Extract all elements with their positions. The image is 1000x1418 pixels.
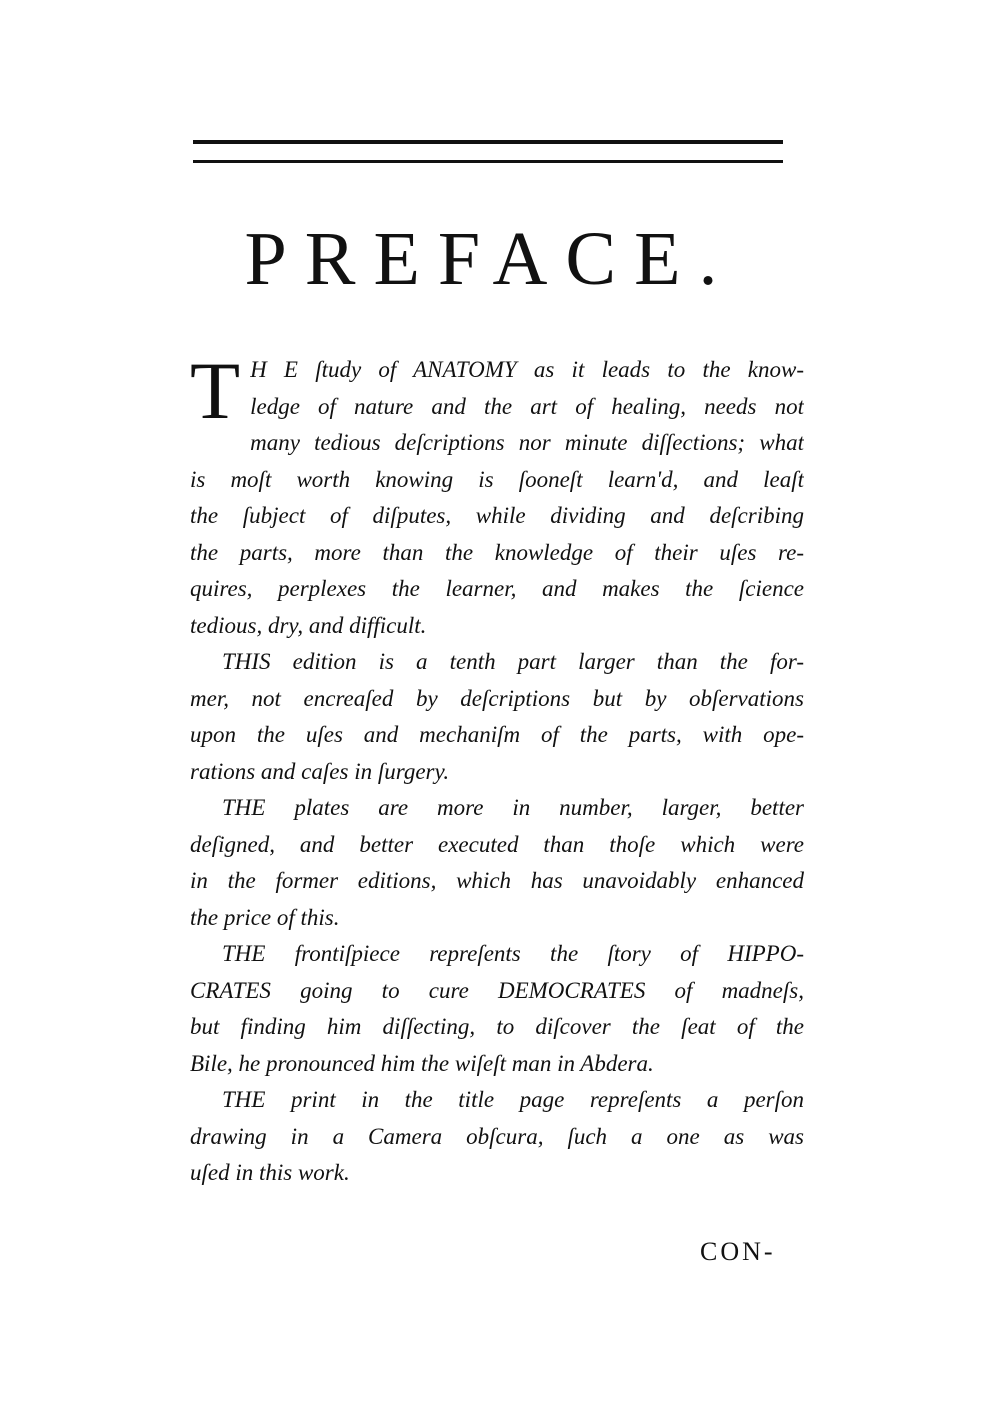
text-line: H E ſtudy of ANATOMY as it leads to the know-	[250, 357, 804, 382]
text-line: THE print in the title page repreſents a perſon	[222, 1087, 804, 1112]
text-line: ledge of nature and the art of healing, needs not	[250, 393, 804, 419]
paragraph-5	[190, 1082, 804, 1192]
text-line: THE frontiſpiece repreſents the ſtory of HIPPO-	[222, 941, 804, 966]
text-line: mer, not encreaſed by deſcriptions but by obſervations	[190, 685, 804, 711]
paragraph-3	[190, 790, 804, 936]
text-line: but finding him diſſecting, to diſcover the ſeat of the	[190, 1014, 804, 1039]
top-rule-thin	[193, 160, 783, 163]
text-line: upon the uſes and mechaniſm of the parts, with ope-	[190, 722, 804, 747]
text-line: deſigned, and better executed than thoſe which were	[190, 831, 804, 857]
drop-cap: T	[190, 345, 241, 436]
text-line: drawing in a Camera obſcura, ſuch a one as was	[190, 1123, 804, 1149]
text-line: the parts, more than the knowledge of their uſes re-	[190, 539, 804, 565]
text-line: rations and caſes in ſurgery.	[190, 758, 450, 784]
text-line: Bile, he pronounced him the wiſeſt man in Abdera.	[190, 1050, 654, 1076]
paragraph-4	[190, 936, 804, 1082]
paragraph-2	[190, 644, 804, 790]
paragraph-1	[190, 345, 804, 644]
text-line: quires, perplexes the learner, and makes the ſcience	[190, 576, 804, 601]
text-line: many tedious deſcriptions nor minute diſſections; what	[250, 430, 804, 455]
page-title: PREFACE.	[244, 217, 736, 301]
text-line: tedious, dry, and difficult.	[190, 612, 427, 638]
catchword: CON-	[700, 1237, 776, 1266]
top-rule-thick	[193, 140, 783, 144]
text-line: is moſt worth knowing is ſooneſt learn'd, and leaſt	[190, 466, 804, 492]
text-line: the ſubject of diſputes, while dividing and deſcribing	[190, 503, 804, 528]
text-line: THIS edition is a tenth part larger than the for-	[222, 649, 804, 674]
preface-body	[190, 345, 804, 1192]
text-line: uſed in this work.	[190, 1160, 350, 1185]
text-line: CRATES going to cure DEMOCRATES of madneſs,	[190, 977, 804, 1003]
text-line: in the former editions, which has unavoidably enhanced	[190, 868, 804, 893]
text-line: THE plates are more in number, larger, better	[222, 795, 804, 820]
text-line: the price of this.	[190, 904, 340, 930]
